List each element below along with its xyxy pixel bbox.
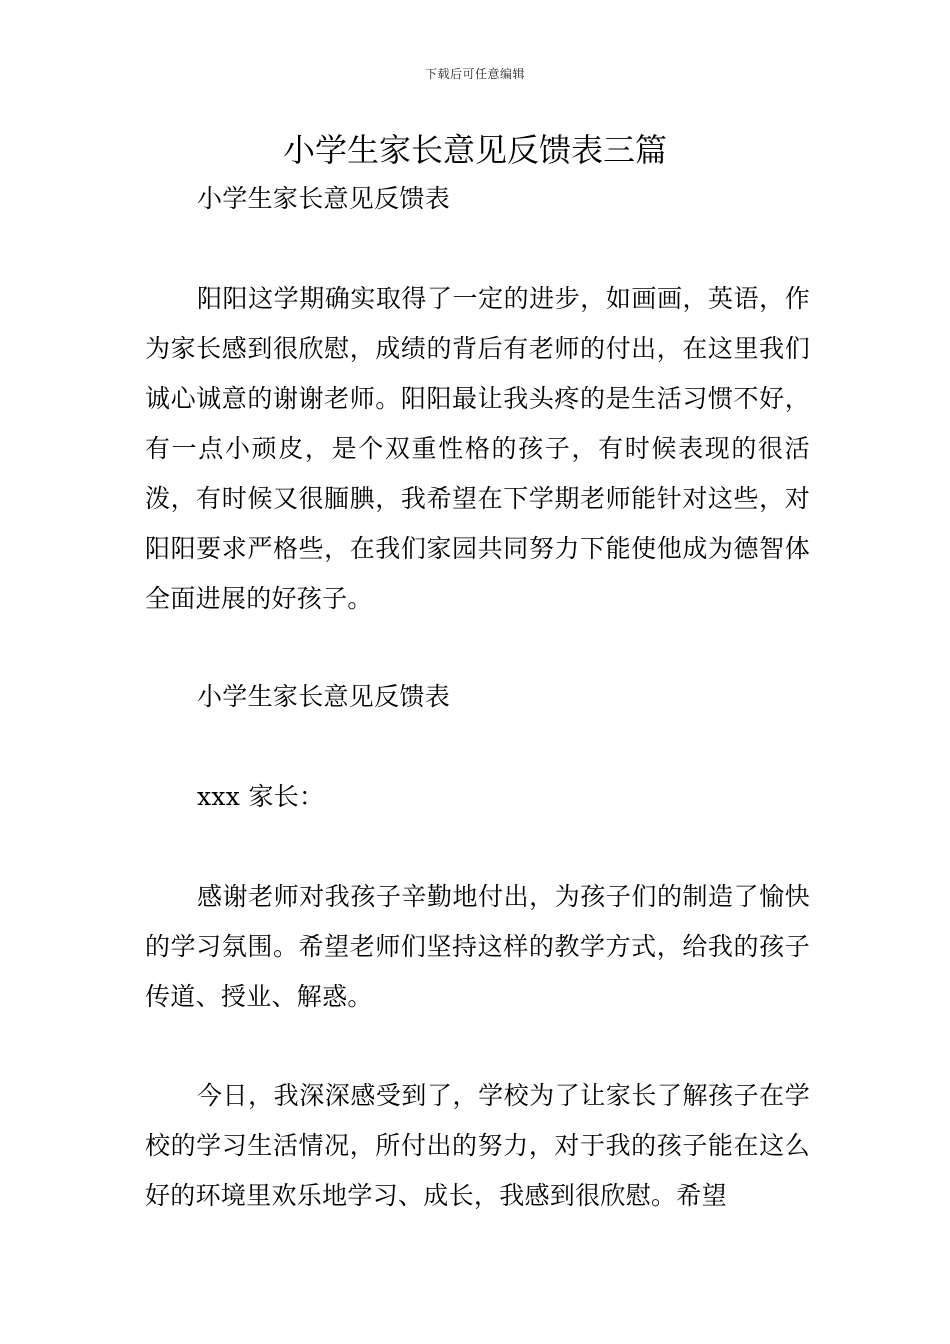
- body-paragraph-1: 阳阳这学期确实取得了一定的进步，如画画，英语，作为家长感到很欣慰，成绩的背后有老师的付出，在这里我们诚心诚意的谢谢老师。阳阳最让我头疼的是生活习惯不好，有一点小顽皮，是个双重性格的孩子，有时候表现的很活泼，有时候又很腼腆，我希望在下学期老师能针对这些，对阳阳要求严格些，在我们家园共同努力下能使他成为德智体全面进展的好孩子。: [145, 284, 810, 613]
- section-heading-1: 小学生家长意见反馈表: [197, 184, 451, 213]
- salutation: xxx 家长：: [197, 782, 325, 811]
- document-title: 小学生家长意见反馈表三篇: [282, 131, 667, 169]
- section-heading-2: 小学生家长意见反馈表: [197, 682, 451, 711]
- body-paragraph-2: 感谢老师对我孩子辛勤地付出，为孩子们的制造了愉快的学习氛围。希望老师们坚持这样的教学方式，给我的孩子传道、授业、解惑。: [145, 882, 810, 1011]
- page-header-note: 下载后可任意编辑: [424, 67, 525, 81]
- body-paragraph-3: 今日，我深深感受到了，学校为了让家长了解孩子在学校的学习生活情况，所付出的努力，对于我的孩子能在这么好的环境里欢乐地学习、成长，我感到很欣慰。希望: [145, 1081, 810, 1210]
